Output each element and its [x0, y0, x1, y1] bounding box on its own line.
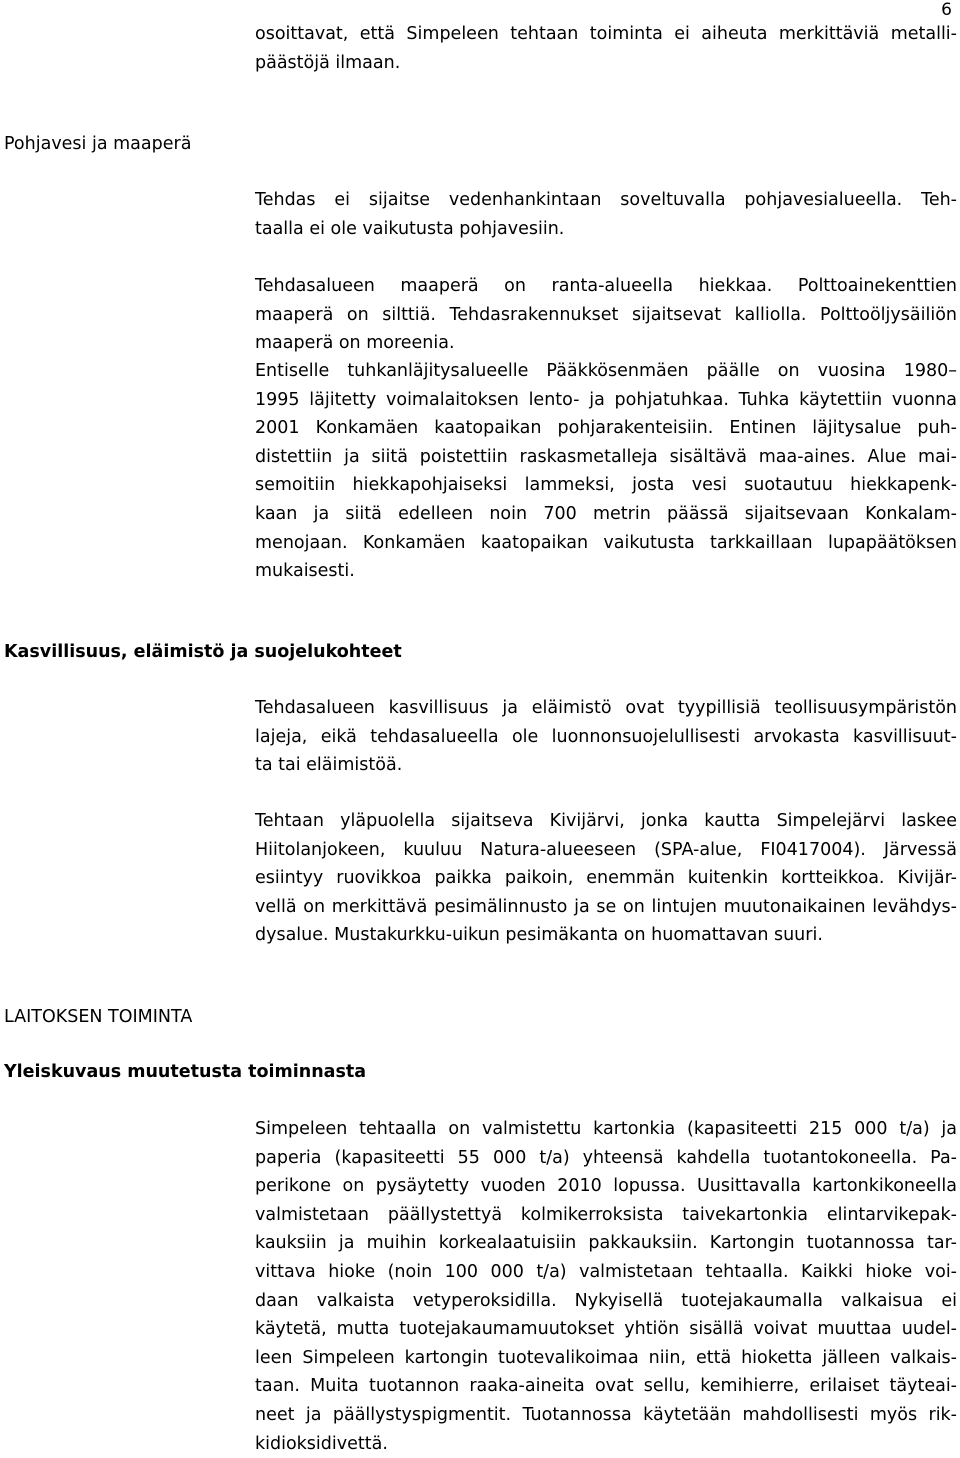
text-line: dysalue. Mustakurkku-uikun pesimäkanta on huomattavan suuri.	[255, 925, 823, 946]
text-line: Tehdasalueen maaperä on ranta-alueella hiekkaa. Polttoainekenttien	[255, 276, 957, 296]
text-line: lajeja, eikä tehdasalueella ole luonnonsuojelullisesti arvokasta kasvillisuut-	[255, 726, 957, 747]
text-line: 2001 Konkamäen kaatopaikan pohjarakenteisiin. Entinen läjitysalue puh-	[255, 418, 957, 439]
text-line: Tehdas ei sijaitse vedenhankintaan soveltuvalla pohjavesialueella. Teh-	[255, 190, 957, 210]
text-line: distettiin ja siitä poistettiin raskasmetalleja sisältävä maa-aines. Alue mai-	[255, 446, 957, 467]
text-line: menojaan. Konkamäen kaatopaikan vaikutusta tarkkaillaan lupapäätöksen	[255, 532, 957, 553]
page-number: 6	[941, 0, 952, 20]
text-line: neet ja päällystyspigmentit. Tuotannossa käytetään mahdollisesti myös rik-	[255, 1404, 957, 1425]
section-heading-kasvillisuus: Kasvillisuus, eläimistö ja suojelukohteet	[4, 642, 402, 662]
text-line: Simpeleen tehtaalla on valmistettu kartonkia (kapasiteetti 215 000 t/a) ja	[255, 1119, 957, 1139]
text-line: semoitiin hiekkapohjaiseksi lammeksi, josta vesi suotautuu hiekkapenk-	[255, 475, 957, 496]
text-line: Tehdasalueen kasvillisuus ja eläimistö ovat tyypillisiä teollisuusympäristön	[255, 698, 957, 718]
text-line: osoittavat, että Simpeleen tehtaan toiminta ei aiheuta merkittäviä metalli-	[255, 24, 957, 44]
paragraph-kasvillisuus	[255, 694, 957, 780]
text-line: kidioksidivettä.	[255, 1433, 388, 1454]
text-line: paperia (kapasiteetti 55 000 t/a) yhteensä kahdella tuotantokoneella. Pa-	[255, 1147, 957, 1168]
text-line: kaan ja siitä edelleen noin 700 metrin päässä sijaitsevaan Konkalam-	[255, 503, 957, 524]
section-heading-yleiskuvaus: Yleiskuvaus muutetusta toiminnasta	[4, 1062, 367, 1082]
text-line: maaperä on moreenia.	[255, 333, 455, 354]
intro-paragraph	[255, 20, 957, 77]
section-heading-pohjavesi: Pohjavesi ja maaperä	[4, 134, 192, 154]
text-line: Entiselle tuhkanläjitysalueelle Pääkkösenmäen päälle on vuosina 1980–	[255, 361, 957, 381]
paragraph-maapera	[255, 272, 957, 358]
text-line: valmistetaan päällystettyä kolmikerroksista taivekartonkia elintarvikepak-	[255, 1204, 957, 1225]
text-line: Tehtaan yläpuolella sijaitseva Kivijärvi, jonka kautta Simpelejärvi laskee	[255, 811, 957, 831]
text-line: vittava hioke (noin 100 000 t/a) valmistetaan tehtaalla. Kaikki hioke voi-	[255, 1261, 957, 1282]
paragraph-pohjavesi-1	[255, 186, 957, 243]
text-line: leen Simpeleen kartongin tuotevalikoimaa niin, että hioketta jälleen valkais-	[255, 1347, 957, 1368]
paragraph-tuhkanlajitys	[255, 357, 957, 586]
text-line: 1995 läjitetty voimalaitoksen lento- ja pohjatuhkaa. Tuhka käytettiin vuonna	[255, 389, 957, 410]
paragraph-kivijarvi	[255, 807, 957, 950]
text-line: vellä on merkittävä pesimälinnusto ja se on lintujen muutonaikainen levähdys-	[255, 896, 957, 917]
text-line: esiintyy ruovikkoa paikka paikoin, enemmän kuitenkin kortteikkoa. Kivijär-	[255, 868, 957, 889]
paragraph-yleiskuvaus	[255, 1115, 957, 1458]
text-line: taan. Muita tuotannon raaka-aineita ovat sellu, kemihierre, erilaiset täyteai-	[255, 1376, 957, 1397]
text-line: maaperä on silttiä. Tehdasrakennukset sijaitsevat kalliolla. Polttoöljysäiliön	[255, 304, 957, 325]
chapter-heading-laitoksen-toiminta: LAITOKSEN TOIMINTA	[4, 1007, 193, 1027]
text-line: päästöjä ilmaan.	[255, 52, 401, 73]
text-line: kauksiin ja muihin korkealaatuisiin pakkauksiin. Kartongin tuotannossa tar-	[255, 1233, 957, 1254]
text-line: Hiitolanjokeen, kuuluu Natura-alueeseen (SPA-alue, FI0417004). Järvessä	[255, 839, 957, 860]
text-line: ta tai eläimistöä.	[255, 755, 403, 776]
text-line: taalla ei ole vaikutusta pohjavesiin.	[255, 218, 565, 239]
text-line: käytetä, mutta tuotejakaumamuutokset yhtiön sisällä voivat muuttaa uudel-	[255, 1319, 957, 1340]
text-line: daan valkaista vetyperoksidilla. Nykyisellä tuotejakaumalla valkaisua ei	[255, 1290, 957, 1311]
text-line: mukaisesti.	[255, 561, 355, 582]
text-line: perikone on pysäytetty vuoden 2010 lopussa. Uusittavalla kartonkikoneella	[255, 1176, 957, 1197]
